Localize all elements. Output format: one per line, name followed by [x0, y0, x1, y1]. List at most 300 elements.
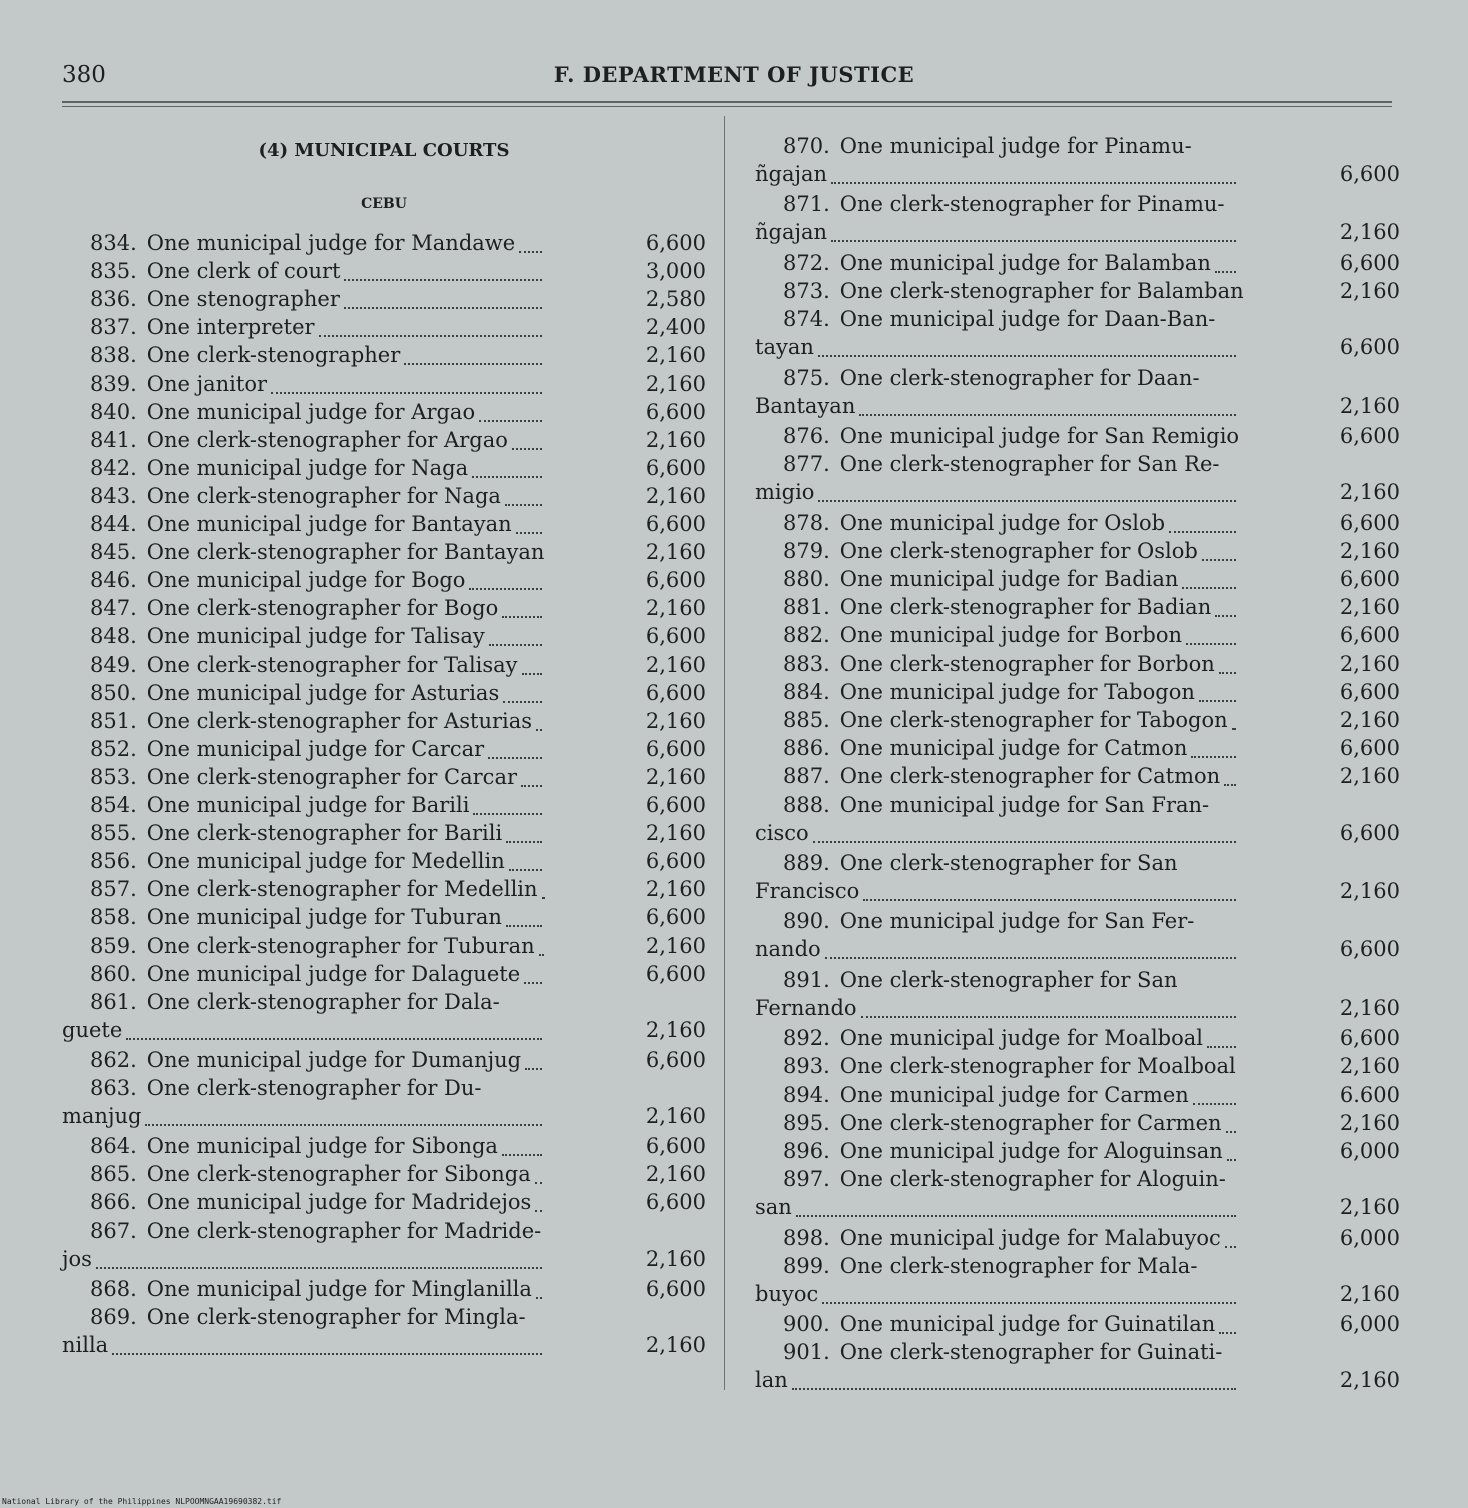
item-number: 884. — [783, 679, 830, 704]
item-description: One municipal judge for Bantayan — [146, 512, 512, 536]
item-number: 837. — [90, 315, 137, 340]
budget-item — [755, 190, 1400, 246]
budget-item — [755, 706, 1400, 734]
item-number: 873. — [783, 279, 830, 303]
budget-item — [755, 593, 1400, 621]
budget-item — [62, 510, 706, 538]
item-description: One clerk-stenographer for Sibonga — [146, 1162, 531, 1187]
item-amount: 6,600 — [1339, 567, 1400, 591]
budget-item — [62, 1188, 706, 1216]
item-number: 871. — [783, 192, 830, 217]
item-number: 897. — [783, 1167, 830, 1192]
dot-leader — [859, 394, 1236, 416]
item-description: One clerk-stenographer for Catmon — [839, 764, 1221, 789]
item-description: One municipal judge for Daan-Ban- — [839, 307, 1216, 332]
item-amount: 2,160 — [645, 652, 706, 677]
dot-leader — [818, 335, 1236, 357]
item-amount: 2,160 — [645, 540, 706, 565]
item-description: One clerk-stenographer for Pinamu- — [839, 192, 1225, 217]
item-amount: 2,160 — [1339, 1110, 1400, 1135]
item-description: One municipal judge for Mandawe — [146, 231, 516, 255]
section-subtitle: CEBU — [361, 196, 407, 212]
budget-item — [755, 1310, 1400, 1338]
item-amount: 6.600 — [1339, 1082, 1400, 1107]
item-number: 874. — [783, 307, 830, 332]
dot-leader — [536, 1277, 542, 1299]
item-description: One municipal judge for Naga — [146, 455, 469, 480]
item-amount: 6,600 — [645, 849, 706, 874]
item-description: One clerk-stenographer for San Re- — [839, 452, 1220, 477]
dot-leader — [539, 934, 542, 956]
budget-item — [62, 229, 706, 257]
dot-leader — [1169, 511, 1236, 533]
budget-item — [755, 907, 1400, 963]
item-number: 840. — [90, 399, 137, 424]
budget-item — [755, 1165, 1400, 1221]
dot-leader — [112, 1333, 542, 1355]
item-description: One clerk-stenographer for Tuburan — [146, 933, 535, 958]
item-amount: 6,600 — [1339, 424, 1400, 448]
dot-leader — [536, 709, 542, 731]
item-description-continued: Fernando — [755, 995, 857, 1020]
budget-item — [62, 875, 706, 903]
budget-item — [755, 305, 1400, 361]
archive-footer: National Library of the Philippines NLPOOMNGAA19690382.tif — [2, 1497, 282, 1506]
dot-leader — [535, 1190, 542, 1212]
item-number: 900. — [783, 1312, 830, 1337]
page-title: F. DEPARTMENT OF JUSTICE — [553, 62, 915, 87]
item-description: One municipal judge for Carcar — [146, 736, 485, 761]
dot-leader — [522, 653, 542, 675]
dot-leader — [344, 259, 542, 281]
item-number: 881. — [783, 595, 830, 620]
item-description-continued: Bantayan — [755, 393, 856, 418]
item-number: 838. — [90, 343, 137, 368]
dot-leader — [792, 1368, 1236, 1390]
item-amount: 6,600 — [645, 624, 706, 649]
budget-item — [62, 1217, 706, 1273]
dot-leader — [1186, 623, 1236, 645]
item-amount: 6,600 — [645, 961, 706, 986]
item-amount: 6,600 — [645, 512, 706, 536]
section-title: (4) MUNICIPAL COURTS — [258, 140, 510, 161]
dot-leader — [473, 793, 542, 815]
budget-item — [62, 370, 706, 398]
item-number: 865. — [90, 1162, 137, 1187]
budget-item — [755, 1224, 1400, 1252]
item-amount: 2,160 — [645, 596, 706, 621]
item-amount: 6,600 — [1339, 162, 1400, 186]
budget-item — [62, 426, 706, 454]
budget-item — [62, 1275, 706, 1303]
item-description: One clerk-stenographer for Medellin — [146, 877, 538, 902]
item-description: One clerk-stenographer for Asturias — [146, 708, 533, 733]
dot-leader — [813, 821, 1236, 843]
budget-item — [62, 651, 706, 679]
item-number: 872. — [783, 250, 830, 275]
item-number: 886. — [783, 736, 830, 761]
item-description: One clerk-stenographer for Mingla- — [146, 1304, 526, 1329]
item-amount: 2,160 — [645, 1246, 706, 1271]
item-amount: 6,000 — [1339, 1139, 1400, 1163]
item-number: 879. — [783, 538, 830, 563]
item-amount: 2,160 — [645, 708, 706, 733]
item-number: 887. — [783, 764, 830, 789]
item-number: 842. — [90, 455, 137, 480]
item-description: One municipal judge for Pinamu- — [839, 134, 1192, 158]
dot-leader — [524, 962, 542, 984]
item-description: One municipal judge for Argao — [146, 399, 476, 424]
budget-item — [755, 537, 1400, 565]
item-number: 882. — [783, 623, 830, 648]
item-number: 846. — [90, 568, 137, 593]
dot-leader — [479, 400, 542, 422]
item-description: One clerk-stenographer for Badian — [839, 595, 1212, 620]
budget-item — [755, 1338, 1400, 1394]
item-number: 901. — [783, 1340, 830, 1365]
item-description-continued: migio — [755, 480, 815, 505]
item-description: One municipal judge for Guinatilan — [839, 1312, 1216, 1337]
budget-item — [755, 678, 1400, 706]
dot-leader — [825, 937, 1236, 959]
item-amount: 6,600 — [1339, 335, 1400, 360]
item-amount: 6,600 — [1339, 623, 1400, 648]
item-description: One clerk-stenographer for Carcar — [146, 764, 518, 789]
item-number: 898. — [783, 1225, 830, 1250]
dot-leader — [506, 821, 542, 843]
item-amount: 2,160 — [1339, 1368, 1400, 1393]
item-number: 854. — [90, 793, 137, 817]
item-description: One municipal judge for Talisay — [146, 624, 485, 649]
item-description-continued: ñgajan — [755, 220, 828, 245]
item-amount: 6,600 — [645, 399, 706, 424]
item-number: 860. — [90, 961, 137, 986]
dot-leader — [502, 1134, 542, 1156]
dot-leader — [509, 849, 542, 871]
item-number: 852. — [90, 736, 137, 761]
item-description: One municipal judge for Minglanilla — [146, 1276, 532, 1301]
item-description: One municipal judge for Aloguinsan — [839, 1139, 1223, 1163]
item-amount: 2,580 — [645, 287, 706, 312]
item-description: One municipal judge for Barili — [146, 793, 470, 817]
item-description: One clerk-stenographer — [146, 343, 401, 368]
item-amount: 2,160 — [1339, 1195, 1400, 1220]
dot-leader — [489, 624, 542, 646]
budget-item — [755, 1081, 1400, 1109]
item-number: 863. — [90, 1076, 137, 1100]
budget-item — [62, 1132, 706, 1160]
item-description: One clerk-stenographer for Bogo — [146, 596, 499, 621]
item-description: One clerk-stenographer for San — [839, 851, 1178, 875]
dot-leader — [521, 765, 542, 787]
item-description: One municipal judge for Balamban — [839, 250, 1211, 275]
dot-leader — [506, 905, 542, 927]
dot-leader — [1182, 567, 1236, 589]
item-amount: 2,160 — [645, 821, 706, 846]
item-number: 888. — [783, 792, 830, 817]
budget-item — [62, 735, 706, 763]
item-amount: 2,160 — [1339, 279, 1400, 303]
item-amount: 6,600 — [1339, 250, 1400, 275]
item-number: 849. — [90, 652, 137, 677]
item-description: One clerk-stenographer for Bantayan — [146, 540, 545, 565]
budget-item — [62, 1303, 706, 1359]
column-divider — [724, 116, 725, 1390]
budget-item — [62, 398, 706, 426]
item-description: One municipal judge for San Remigio — [839, 424, 1240, 448]
item-number: 892. — [783, 1026, 830, 1051]
item-amount: 2,160 — [1339, 480, 1400, 505]
item-amount: 6,000 — [1339, 1225, 1400, 1250]
dot-leader — [796, 1195, 1236, 1217]
item-number: 878. — [783, 510, 830, 535]
header-rule-thin — [62, 106, 1392, 107]
budget-item — [755, 1137, 1400, 1165]
item-amount: 6,600 — [645, 1047, 706, 1072]
item-amount: 6,000 — [1339, 1312, 1400, 1337]
dot-leader — [96, 1247, 542, 1269]
item-description: One clerk-stenographer for Mala- — [839, 1253, 1198, 1278]
budget-item — [755, 1052, 1400, 1080]
item-description: One clerk of court — [146, 259, 341, 284]
item-description: One municipal judge for Borbon — [839, 623, 1182, 648]
item-number: 862. — [90, 1047, 137, 1072]
item-number: 883. — [783, 651, 830, 676]
item-description: One stenographer — [146, 287, 340, 312]
item-description: One clerk-stenographer for Aloguin- — [839, 1167, 1226, 1192]
budget-item — [62, 988, 706, 1044]
budget-item — [62, 285, 706, 313]
item-description: One municipal judge for Catmon — [839, 736, 1188, 761]
item-amount: 2,160 — [645, 1104, 706, 1128]
item-number: 895. — [783, 1110, 830, 1135]
budget-item — [62, 960, 706, 988]
item-number: 859. — [90, 933, 137, 958]
item-number: 866. — [90, 1190, 137, 1215]
item-description: One clerk-stenographer for Naga — [146, 483, 501, 508]
item-description: One interpreter — [146, 315, 315, 340]
budget-item — [755, 734, 1400, 762]
item-description-continued: guete — [62, 1017, 123, 1042]
budget-item — [755, 1109, 1400, 1137]
dot-leader — [831, 220, 1236, 242]
item-amount: 6,600 — [645, 1276, 706, 1301]
item-number: 836. — [90, 287, 137, 312]
budget-item — [62, 622, 706, 650]
item-description: One clerk-stenographer for Borbon — [839, 651, 1215, 676]
item-amount: 2,400 — [645, 315, 706, 340]
dot-leader — [1226, 1111, 1236, 1133]
item-description: One municipal judge for Asturias — [146, 680, 500, 705]
dot-leader — [1232, 708, 1236, 730]
budget-item — [62, 763, 706, 791]
item-number: 875. — [783, 365, 830, 390]
item-description: One clerk-stenographer for Barili — [146, 821, 503, 846]
item-description: One municipal judge for Tabogon — [839, 679, 1195, 704]
dot-leader — [1225, 1226, 1236, 1248]
budget-item — [755, 849, 1400, 905]
budget-item — [755, 364, 1400, 420]
item-amount: 2,160 — [645, 1017, 706, 1042]
item-description: One municipal judge for Dumanjug — [146, 1047, 522, 1072]
item-amount: 2,160 — [1339, 708, 1400, 732]
item-description: One municipal judge for Carmen — [839, 1082, 1189, 1107]
item-description: One municipal judge for Malabuyoc — [839, 1225, 1221, 1250]
item-number: 835. — [90, 259, 137, 284]
item-description: One clerk-stenographer for San — [839, 967, 1178, 992]
budget-item — [755, 791, 1400, 847]
item-amount: 2,160 — [645, 764, 706, 789]
item-amount: 2,160 — [645, 343, 706, 368]
budget-item — [755, 650, 1400, 678]
item-amount: 2,160 — [645, 1332, 706, 1357]
item-description-continued: nilla — [62, 1332, 109, 1357]
budget-item — [62, 1160, 706, 1188]
item-amount: 6,600 — [645, 736, 706, 761]
dot-leader — [516, 512, 542, 534]
dot-leader — [861, 996, 1236, 1018]
item-amount: 6,600 — [1339, 820, 1400, 845]
dot-leader — [503, 681, 542, 703]
item-description-continued: Francisco — [755, 879, 860, 903]
item-description: One municipal judge for Bogo — [146, 568, 466, 593]
item-amount: 2,160 — [1339, 1054, 1400, 1079]
dot-leader — [1227, 1139, 1236, 1161]
item-number: 839. — [90, 371, 137, 396]
page-number: 380 — [62, 62, 106, 88]
dot-leader — [1219, 1312, 1236, 1334]
dot-leader — [1207, 1026, 1236, 1048]
dot-leader — [271, 372, 542, 394]
dot-leader — [472, 456, 542, 478]
item-amount: 2,160 — [1339, 1281, 1400, 1306]
item-number: 868. — [90, 1276, 137, 1301]
item-number: 856. — [90, 849, 137, 874]
budget-item — [755, 762, 1400, 790]
dot-leader — [505, 484, 542, 506]
dot-leader — [863, 879, 1236, 901]
dot-leader — [519, 231, 542, 253]
item-number: 851. — [90, 708, 137, 733]
item-description: One clerk-stenographer for Moalboal — [839, 1054, 1236, 1079]
item-number: 894. — [783, 1082, 830, 1107]
item-number: 870. — [783, 134, 830, 158]
item-description: One municipal judge for Sibonga — [146, 1134, 498, 1159]
budget-item — [62, 1046, 706, 1074]
item-number: 853. — [90, 764, 137, 789]
item-number: 847. — [90, 596, 137, 621]
item-amount: 6,600 — [645, 568, 706, 593]
item-number: 844. — [90, 512, 137, 536]
item-number: 850. — [90, 680, 137, 705]
item-description: One municipal judge for Dalaguete — [146, 961, 521, 986]
item-description-continued: tayan — [755, 335, 814, 360]
budget-item — [62, 313, 706, 341]
item-number: 848. — [90, 624, 137, 649]
dot-leader — [502, 596, 542, 618]
budget-item — [62, 791, 706, 819]
item-amount: 2,160 — [1339, 651, 1400, 676]
dot-leader — [1215, 595, 1236, 617]
budget-item — [62, 707, 706, 735]
dot-leader — [822, 1282, 1236, 1304]
item-description: One clerk-stenographer for Oslob — [839, 538, 1198, 563]
budget-item — [62, 482, 706, 510]
budget-item — [62, 932, 706, 960]
item-amount: 2,160 — [645, 427, 706, 452]
dot-leader — [512, 428, 542, 450]
dot-leader — [145, 1104, 542, 1126]
budget-item — [755, 1024, 1400, 1052]
item-number: 834. — [90, 231, 137, 255]
item-amount: 6,600 — [645, 1190, 706, 1215]
item-description: One municipal judge for Medellin — [146, 849, 505, 874]
budget-item — [755, 249, 1400, 277]
item-amount: 6,600 — [645, 1134, 706, 1159]
item-number: 867. — [90, 1218, 137, 1243]
item-number: 841. — [90, 427, 137, 452]
item-description-continued: lan — [755, 1368, 788, 1393]
budget-item — [62, 454, 706, 482]
dot-leader — [1199, 680, 1236, 702]
dot-leader — [1224, 764, 1236, 786]
item-number: 885. — [783, 708, 830, 732]
item-number: 877. — [783, 452, 830, 477]
item-amount: 2,160 — [645, 1162, 706, 1187]
budget-item — [755, 277, 1400, 305]
item-amount: 6,600 — [1339, 736, 1400, 761]
item-description-continued: manjug — [62, 1104, 142, 1128]
item-description-continued: nando — [755, 937, 821, 962]
item-description: One clerk-stenographer for Argao — [146, 427, 508, 452]
budget-item — [62, 903, 706, 931]
budget-item — [62, 341, 706, 369]
item-number: 893. — [783, 1054, 830, 1079]
budget-item — [62, 679, 706, 707]
item-number: 861. — [90, 989, 137, 1014]
item-number: 843. — [90, 483, 137, 508]
budget-item — [755, 621, 1400, 649]
item-amount: 6,600 — [645, 231, 706, 255]
item-number: 896. — [783, 1139, 830, 1163]
dot-leader — [469, 568, 542, 590]
dot-leader — [344, 287, 542, 309]
dot-leader — [535, 1162, 542, 1184]
item-description: One municipal judge for San Fran- — [839, 792, 1210, 817]
dot-leader — [831, 162, 1236, 184]
item-amount: 3,000 — [645, 259, 706, 284]
item-amount: 2,160 — [1339, 595, 1400, 620]
item-amount: 2,160 — [645, 877, 706, 902]
dot-leader — [1219, 652, 1236, 674]
item-description: One clerk-stenographer for Tabogon — [839, 708, 1228, 732]
item-description: One janitor — [146, 371, 268, 396]
dot-leader — [319, 315, 542, 337]
budget-item — [62, 257, 706, 285]
item-description-continued: buyoc — [755, 1281, 819, 1306]
item-amount: 2,160 — [1339, 879, 1400, 903]
dot-leader — [488, 737, 542, 759]
item-description: One municipal judge for Tuburan — [146, 905, 502, 930]
budget-item — [755, 1252, 1400, 1308]
budget-item — [755, 509, 1400, 537]
item-amount: 2,160 — [645, 483, 706, 508]
item-amount: 6,600 — [645, 680, 706, 705]
item-description-continued: cisco — [755, 820, 809, 845]
budget-item — [62, 819, 706, 847]
item-amount: 6,600 — [1339, 1026, 1400, 1051]
item-number: 890. — [783, 909, 830, 934]
